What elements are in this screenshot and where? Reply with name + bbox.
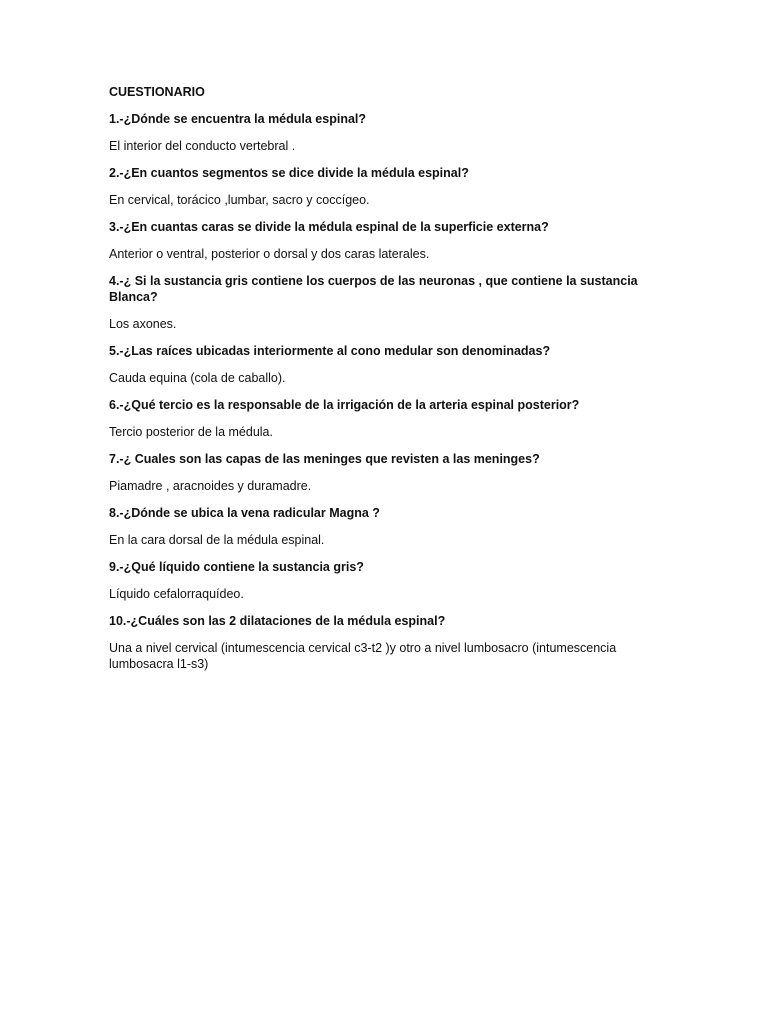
qa-item-9	[109, 559, 649, 602]
question-6: 6.-¿Qué tercio es la responsable de la irrigación de la arteria espinal posterior?	[109, 398, 580, 412]
question-4: 4.-¿ Si la sustancia gris contiene los cuerpos de las neuronas , que contiene la sustancia Blanca?	[109, 274, 638, 304]
question-9: 9.-¿Qué líquido contiene la sustancia gris?	[109, 560, 364, 574]
document-title: CUESTIONARIO	[109, 85, 205, 99]
question-3: 3.-¿En cuantas caras se divide la médula espinal de la superficie externa?	[109, 220, 549, 234]
qa-item-3	[109, 219, 649, 262]
answer-7: Piamadre , aracnoides y duramadre.	[109, 479, 312, 493]
answer-5: Cauda equina (cola de caballo).	[109, 371, 286, 385]
question-8: 8.-¿Dónde se ubica la vena radicular Magna ?	[109, 506, 380, 520]
qa-item-5	[109, 343, 649, 386]
question-7: 7.-¿ Cuales son las capas de las meninges que revisten a las meninges?	[109, 452, 540, 466]
qa-item-10	[109, 613, 649, 672]
question-1: 1.-¿Dónde se encuentra la médula espinal?	[109, 112, 367, 126]
answer-10: Una a nivel cervical (intumescencia cervical c3-t2 )y otro a nivel lumbosacro (intumescencia lumbosacra l1-s3)	[109, 641, 617, 671]
qa-item-1	[109, 111, 649, 154]
qa-item-2	[109, 165, 649, 208]
answer-2: En cervical, torácico ,lumbar, sacro y coccígeo.	[109, 193, 370, 207]
question-5: 5.-¿Las raíces ubicadas interiormente al cono medular son denominadas?	[109, 344, 551, 358]
qa-item-6	[109, 397, 649, 440]
questionnaire	[109, 84, 649, 683]
answer-8: En la cara dorsal de la médula espinal.	[109, 533, 325, 547]
answer-4: Los axones.	[109, 317, 177, 331]
qa-item-7	[109, 451, 649, 494]
answer-6: Tercio posterior de la médula.	[109, 425, 273, 439]
question-2: 2.-¿En cuantos segmentos se dice divide la médula espinal?	[109, 166, 469, 180]
answer-1: El interior del conducto vertebral .	[109, 139, 296, 153]
qa-item-8	[109, 505, 649, 548]
qa-item-4	[109, 273, 649, 332]
answer-9: Líquido cefalorraquídeo.	[109, 587, 244, 601]
answer-3: Anterior o ventral, posterior o dorsal y dos caras laterales.	[109, 247, 430, 261]
question-10: 10.-¿Cuáles son las 2 dilataciones de la médula espinal?	[109, 614, 446, 628]
